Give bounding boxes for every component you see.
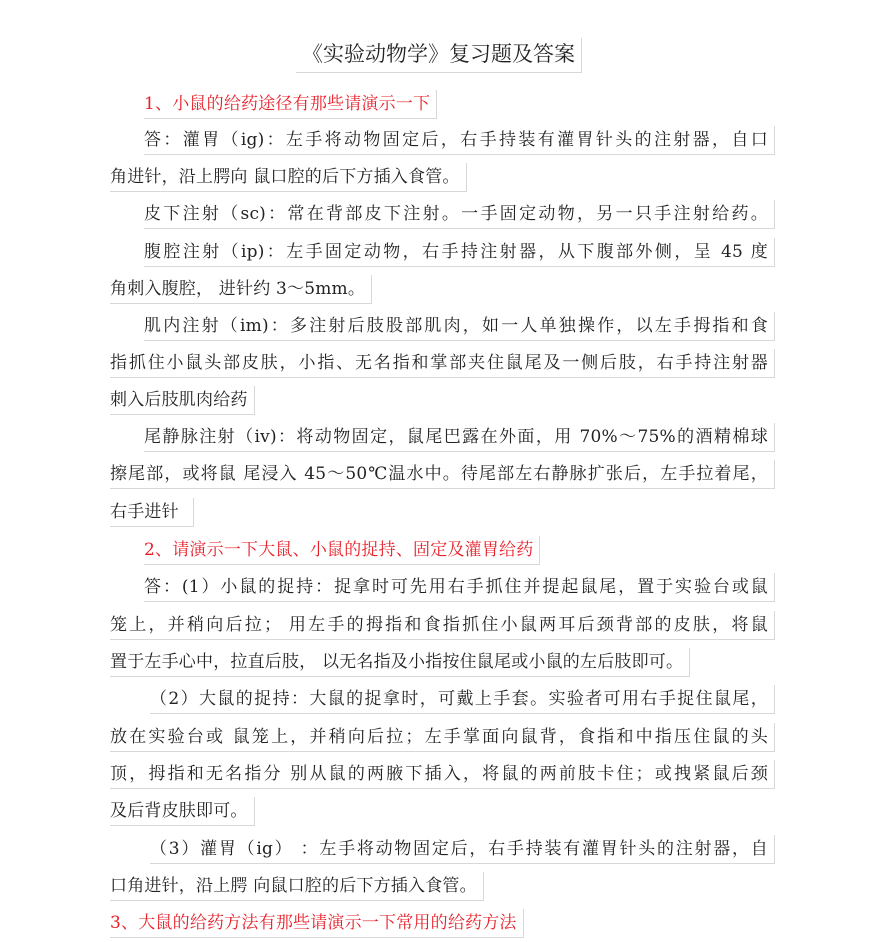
paragraph-line: 右手进针 bbox=[110, 498, 194, 527]
question-1: 1、小鼠的给药途径有那些请演示一下 bbox=[144, 90, 437, 119]
paragraph-line: 口角进针，沿上腭 向鼠口腔的后下方插入食管。 bbox=[110, 872, 484, 901]
paragraph-line: 置于左手心中，拉直后肢， 以无名指及小指按住鼠尾或小鼠的左后肢即可。 bbox=[110, 648, 690, 677]
paragraph-line: 擦尾部，或将鼠 尾浸入 45～50℃温水中。待尾部左右静脉扩张后，左手拉着尾， bbox=[110, 460, 775, 489]
paragraph-line: 笼上，并稍向后拉； 用左手的拇指和食指抓住小鼠两耳后颈背部的皮肤，将鼠 bbox=[110, 611, 775, 640]
paragraph-line: 尾静脉注射（iv)：将动物固定，鼠尾巴露在外面，用 70%～75%的酒精棉球 bbox=[144, 423, 775, 452]
paragraph-line: 答：灌胃（ig)：左手将动物固定后，右手持装有灌胃针头的注射器，自口 bbox=[144, 126, 775, 155]
paragraph-line: 放在实验台或 鼠笼上，并稍向后拉；左手掌面向鼠背，食指和中指压住鼠的头 bbox=[110, 723, 775, 752]
paragraph-line: 角进针，沿上腭向 鼠口腔的后下方插入食管。 bbox=[110, 163, 467, 192]
paragraph-line: 答：(1）小鼠的捉持：捉拿时可先用右手抓住并提起鼠尾，置于实验台或鼠 bbox=[144, 573, 775, 602]
paragraph-line: 肌内注射（im)：多注射后肢股部肌肉，如一人单独操作，以左手拇指和食 bbox=[144, 312, 775, 341]
paragraph-line: （2）大鼠的捉持：大鼠的捉拿时，可戴上手套。实验者可用右手捉住鼠尾， bbox=[150, 685, 775, 714]
paragraph-line: 顶，拇指和无名指分 别从鼠的两腋下插入，将鼠的两前肢卡住；或拽紧鼠后颈 bbox=[110, 760, 775, 789]
paragraph-line: 角刺入腹腔， 进针约 3～5mm。 bbox=[110, 275, 372, 304]
document-title: 《实验动物学》复习题及答案 bbox=[296, 38, 582, 73]
paragraph-line: 皮下注射（sc)：常在背部皮下注射。一手固定动物，另一只手注射给药。 bbox=[144, 200, 775, 229]
paragraph-line: 指抓住小鼠头部皮肤，小指、无名指和掌部夹住鼠尾及一侧后肢，右手持注射器 bbox=[110, 349, 775, 378]
question-2: 2、请演示一下大鼠、小鼠的捉持、固定及灌胃给药 bbox=[144, 536, 540, 565]
question-3: 3、大鼠的给药方法有那些请演示一下常用的给药方法 bbox=[110, 909, 524, 938]
paragraph-line: 刺入后肢肌肉给药 bbox=[110, 386, 255, 415]
paragraph-line: （3）灌胃（ig） ：左手将动物固定后，右手持装有灌胃针头的注射器，自 bbox=[150, 835, 775, 864]
paragraph-line: 腹腔注射（ip)：左手固定动物，右手持注射器，从下腹部外侧，呈 45 度 bbox=[144, 238, 775, 267]
paragraph-line: 及后背皮肤即可。 bbox=[110, 797, 255, 826]
